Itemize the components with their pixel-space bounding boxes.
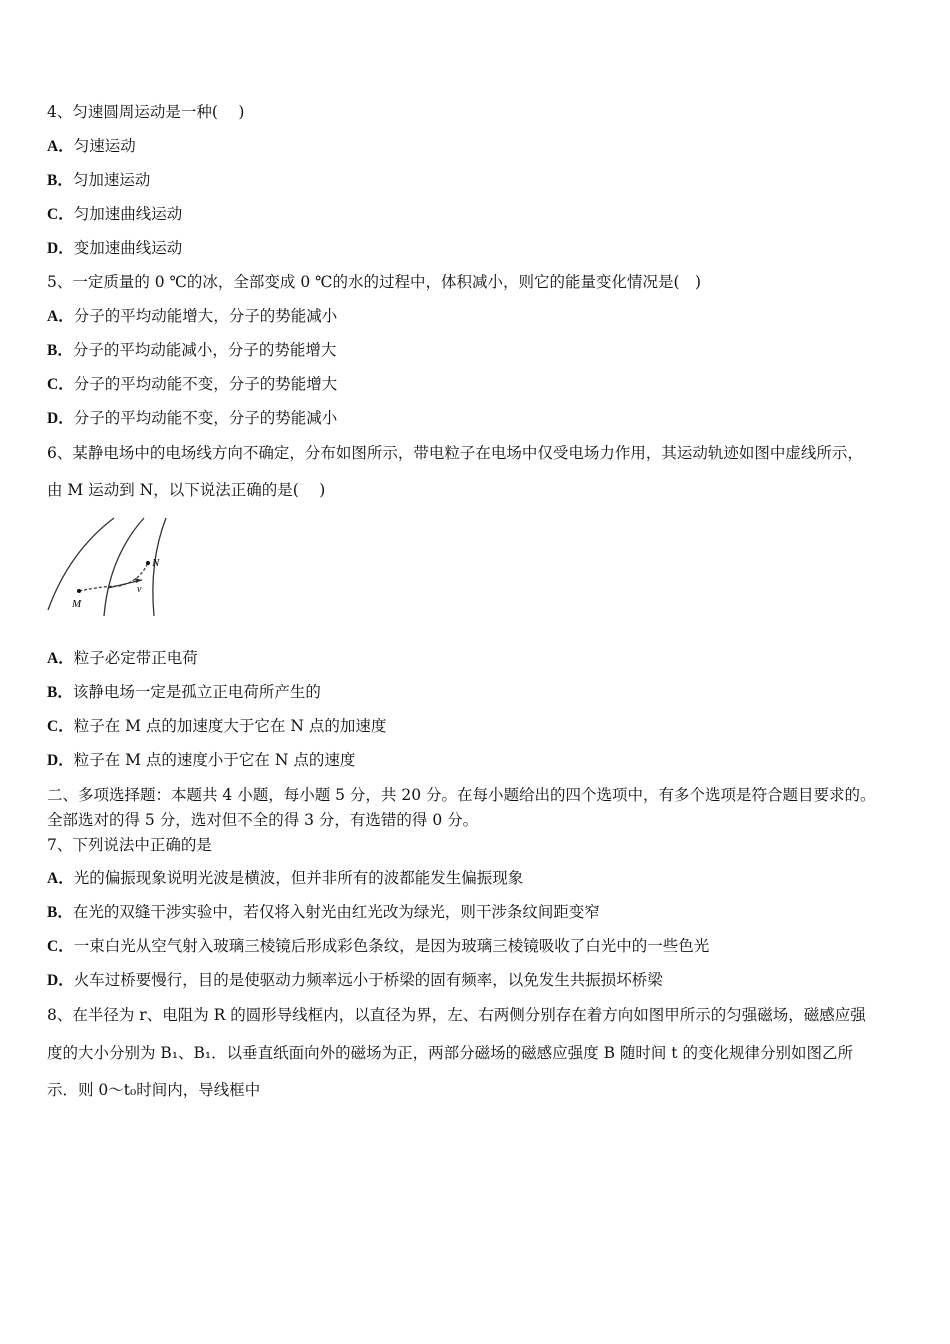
option-text: 匀加速曲线运动 (73, 205, 183, 223)
option-letter: C． (47, 718, 74, 735)
q4-option-c[interactable] (47, 204, 182, 225)
option-letter: C． (47, 938, 74, 955)
option-letter: B． (47, 904, 73, 921)
q5-option-c[interactable] (47, 374, 337, 395)
question-5-stem: 5、一定质量的 0 ℃的冰，全部变成 0 ℃的水的过程中，体积减小，则它的能量变化情况是( ) (47, 273, 702, 291)
option-text: 匀加速运动 (72, 171, 151, 189)
point-n (146, 561, 150, 565)
q6-option-b[interactable] (47, 682, 321, 703)
option-letter: A． (47, 308, 74, 325)
option-text: 粒子在 M 点的速度小于它在 N 点的速度 (73, 751, 356, 769)
q7-option-b[interactable] (47, 902, 600, 923)
option-letter: D． (47, 752, 74, 769)
electric-field-diagram (44, 512, 174, 622)
question-8-line3: 示．则 0～t₀时间内，导线框中 (47, 1081, 261, 1099)
option-letter: B． (47, 342, 73, 359)
option-letter: D． (47, 972, 74, 989)
label-n: N (152, 557, 160, 569)
question-8-line2: 度的大小分别为 B₁、B₁．以垂直纸面向外的磁场为正，两部分磁场的磁感应强度 B 随时间 t 的变化规律分别如图乙所 (47, 1044, 853, 1062)
q5-option-d[interactable] (47, 408, 337, 429)
q6-option-d[interactable] (47, 750, 355, 771)
question-7-stem: 7、下列说法中正确的是 (47, 836, 212, 854)
field-line (48, 518, 114, 610)
option-letter: A． (47, 650, 74, 667)
option-letter: A． (47, 138, 74, 155)
arrow-head-icon (135, 578, 142, 583)
option-text: 分子的平均动能不变，分子的势能增大 (73, 375, 338, 393)
label-v: v (137, 584, 142, 595)
option-text: 火车过桥要慢行，目的是使驱动力频率远小于桥梁的固有频率，以免发生共振损坏桥梁 (73, 971, 663, 989)
option-letter: C． (47, 376, 74, 393)
option-letter: B． (47, 172, 73, 189)
option-letter: B． (47, 684, 73, 701)
section-2-heading-line1: 二、多项选择题：本题共 4 小题，每小题 5 分，共 20 分。在每小题给出的四个选项中，有多个选项是符合题目要求的。 (47, 786, 876, 804)
option-text: 一束白光从空气射入玻璃三棱镜后形成彩色条纹，是因为玻璃三棱镜吸收了白光中的一些色光 (73, 937, 710, 955)
q4-option-b[interactable] (47, 170, 150, 191)
option-text: 光的偏振现象说明光波是横波，但并非所有的波都能发生偏振现象 (73, 869, 524, 887)
option-text: 该静电场一定是孤立正电荷所产生的 (72, 683, 321, 701)
q7-option-a[interactable] (47, 868, 523, 889)
option-text: 粒子在 M 点的加速度大于它在 N 点的加速度 (73, 717, 387, 735)
option-text: 粒子必定带正电荷 (73, 649, 198, 667)
question-4-stem: 4、匀速圆周运动是一种( ) (47, 103, 245, 121)
question-6-stem-line2: 由 M 运动到 N，以下说法正确的是( ) (47, 481, 326, 499)
option-letter: D． (47, 410, 74, 427)
q6-option-a[interactable] (47, 648, 198, 669)
q7-option-c[interactable] (47, 936, 709, 957)
label-m: M (72, 598, 82, 610)
option-letter: A． (47, 870, 74, 887)
option-letter: D． (47, 240, 74, 257)
option-text: 匀速运动 (73, 137, 136, 155)
q4-option-a[interactable] (47, 136, 136, 157)
field-line (104, 518, 144, 616)
option-text: 变加速曲线运动 (73, 239, 183, 257)
q5-option-a[interactable] (47, 306, 337, 327)
question-8-line1: 8、在半径为 r、电阻为 R 的圆形导线框内，以直径为界，左、右两侧分别存在着方向如图甲所示的匀强磁场，磁感应强 (47, 1006, 866, 1024)
q4-option-d[interactable] (47, 238, 182, 259)
option-text: 在光的双缝干涉实验中，若仅将入射光由红光改为绿光，则干涉条纹间距变窄 (72, 903, 600, 921)
option-text: 分子的平均动能减小，分子的势能增大 (72, 341, 337, 359)
q6-option-c[interactable] (47, 716, 386, 737)
option-letter: C． (47, 206, 74, 223)
option-text: 分子的平均动能不变，分子的势能减小 (73, 409, 338, 427)
q5-option-b[interactable] (47, 340, 336, 361)
option-text: 分子的平均动能增大，分子的势能减小 (73, 307, 338, 325)
point-m (77, 589, 81, 593)
section-2-heading-line2: 全部选对的得 5 分，选对但不全的得 3 分，有选错的得 0 分。 (47, 811, 479, 829)
q7-option-d[interactable] (47, 970, 663, 991)
question-6-stem-line1: 6、某静电场中的电场线方向不确定，分布如图所示，带电粒子在电场中仅受电场力作用，其运动轨迹如图中虚线所示， (47, 444, 863, 462)
